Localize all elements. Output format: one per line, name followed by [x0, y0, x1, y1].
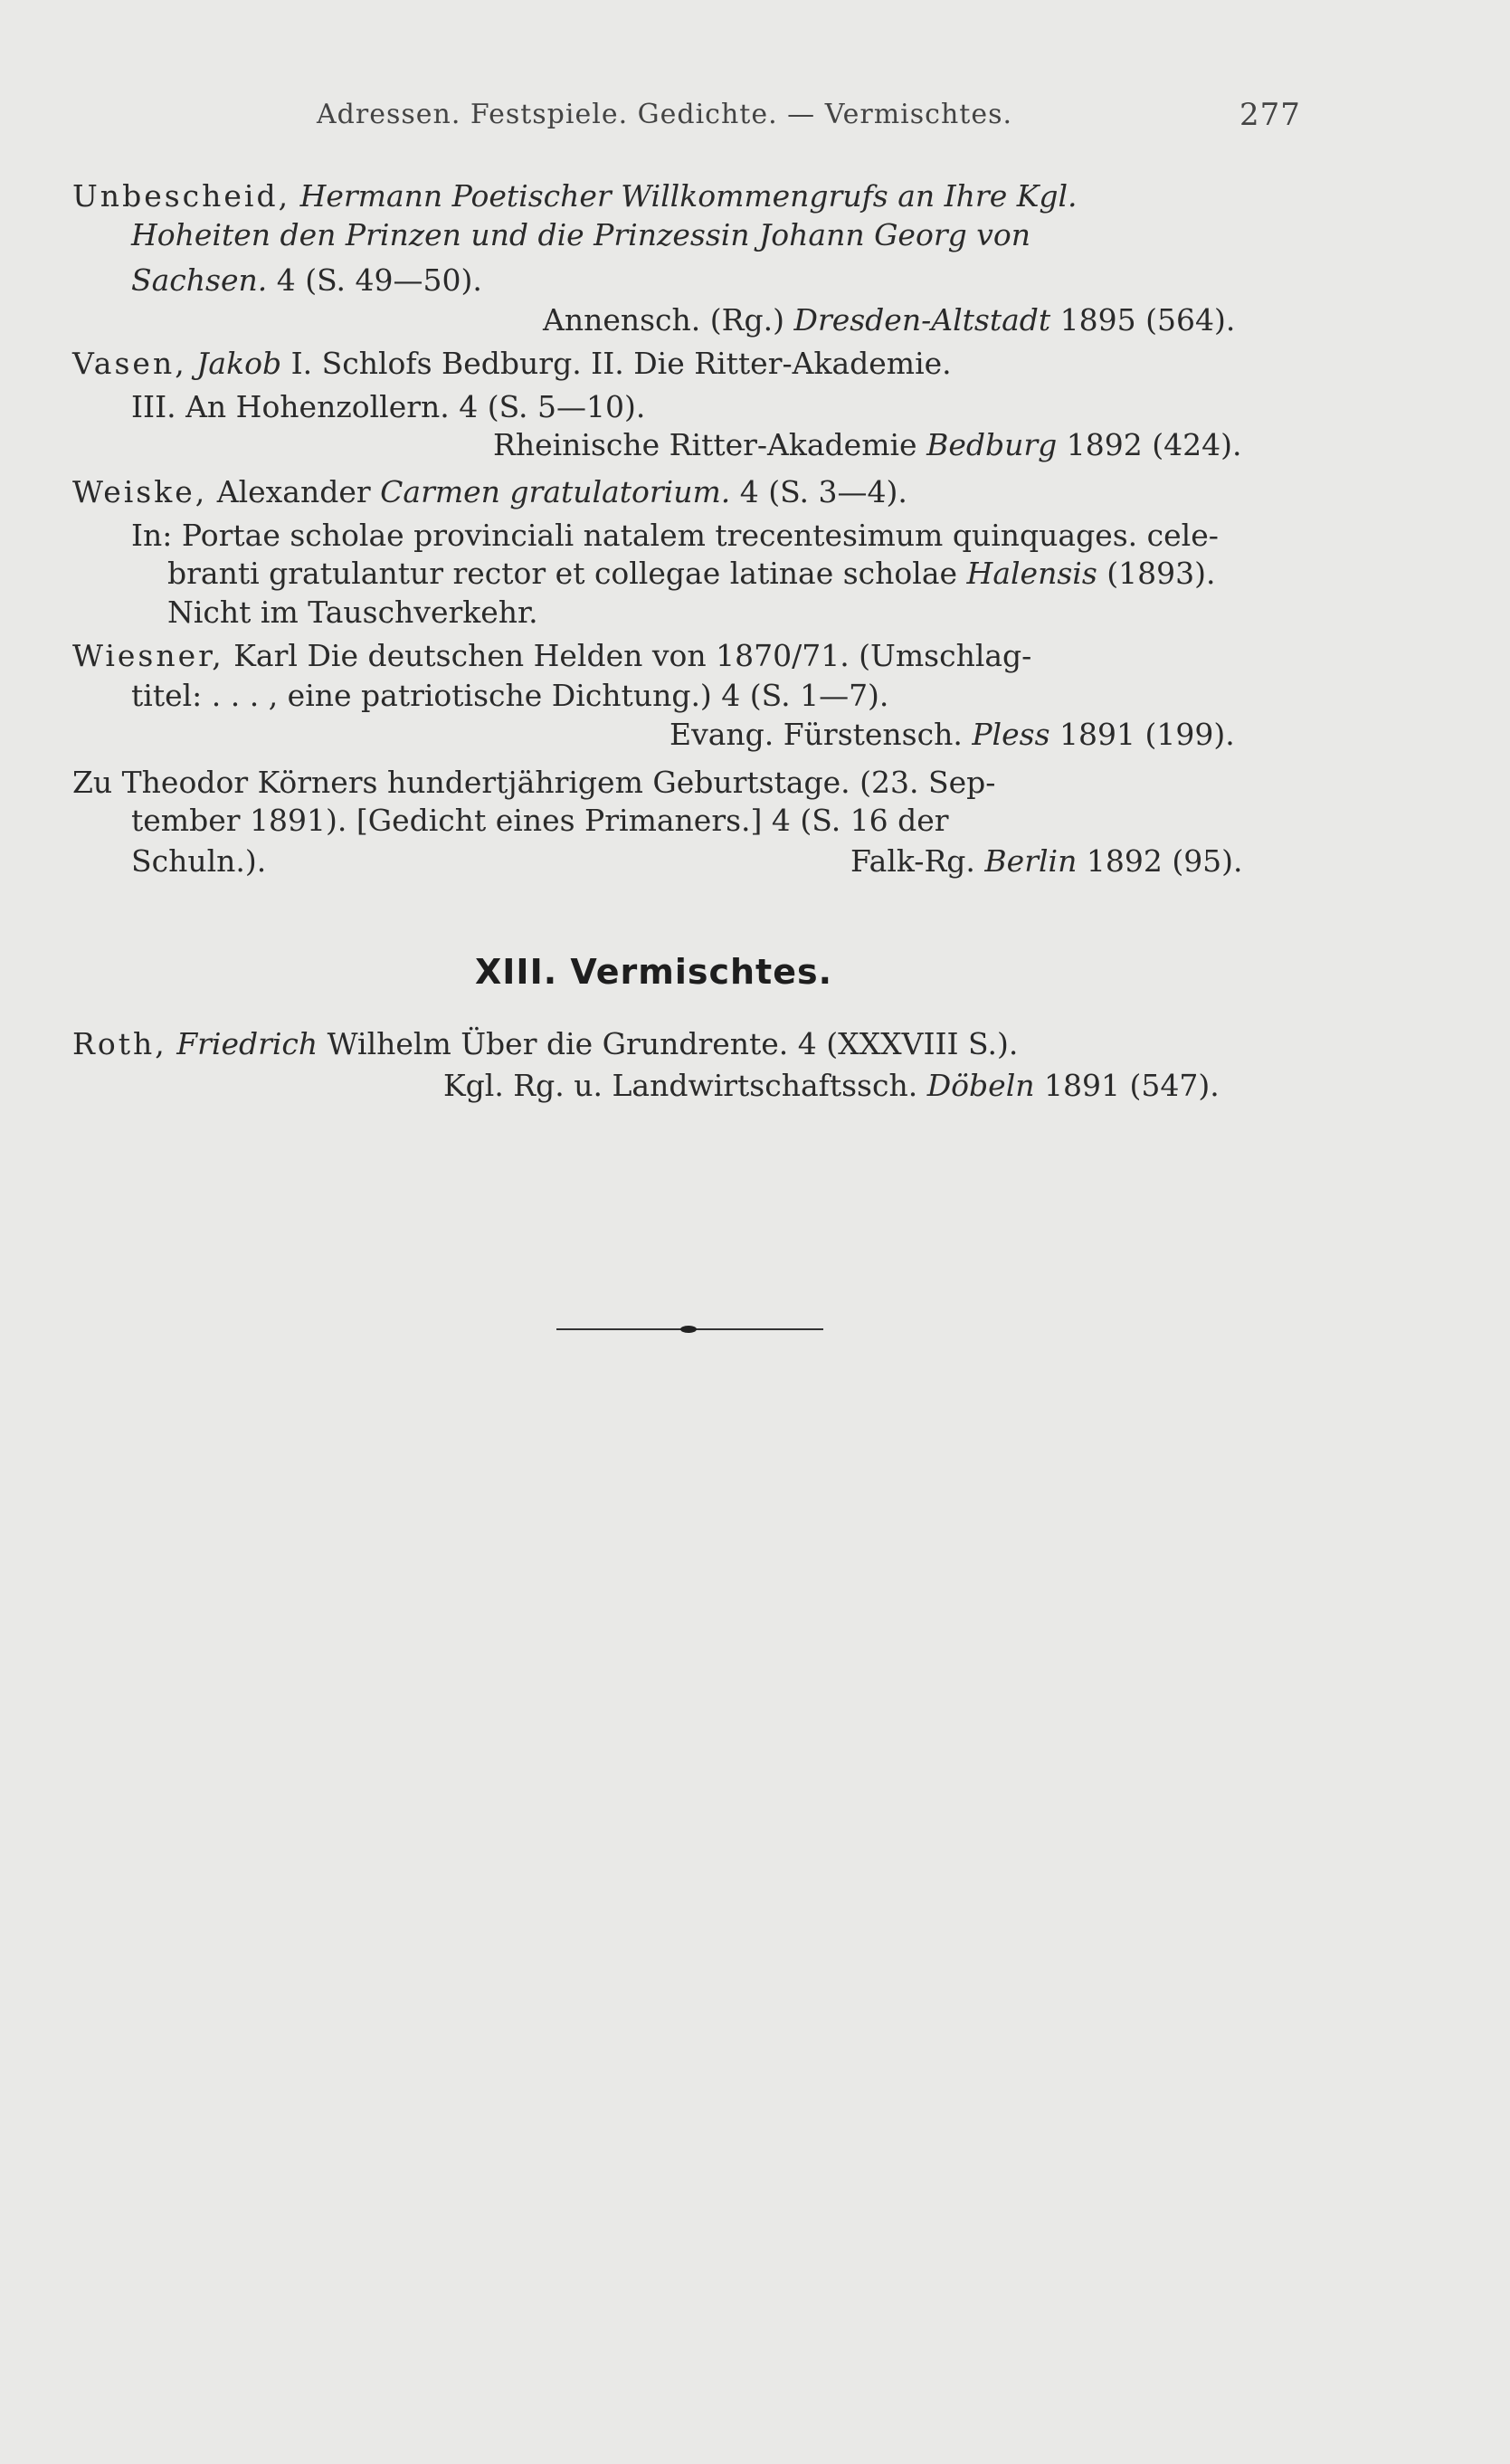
- entry-weiske-note1: [131, 518, 1219, 553]
- entry-vasen-school: [493, 427, 1242, 462]
- page-number: 277: [1239, 97, 1301, 133]
- school: Annensch. (Rg.): [543, 302, 784, 338]
- note: Nicht im Tauschverkehr.: [167, 595, 538, 630]
- place: Bedburg: [926, 427, 1058, 462]
- title: titel: . . . , eine patriotische Dichtung.) 4 (S. 1—7).: [131, 678, 889, 713]
- author-given: Hermann: [299, 178, 443, 214]
- author-surname: Unbescheid,: [72, 178, 291, 214]
- entry-koerner-line3: [131, 843, 267, 879]
- note-place: Halensis: [966, 556, 1097, 591]
- entry-weiske-note3: [167, 595, 538, 630]
- entry-weiske-note2: [167, 556, 1216, 591]
- entry-unbescheid-school: [543, 302, 1236, 338]
- title: Zu Theodor Körners hundertjährigem Geburtstage. (23. Sep-: [72, 765, 996, 800]
- note: In: Portae scholae provinciali natalem trecentesimum quinquages. cele-: [131, 518, 1219, 553]
- place: Berlin: [984, 843, 1078, 879]
- entry-vasen-line1: [72, 346, 952, 381]
- title: Schuln.).: [131, 843, 267, 879]
- title: Über die Grundrente. 4 (XXXVIII S.).: [461, 1026, 1019, 1061]
- entry-koerner-line1: [72, 765, 996, 800]
- entry-roth-line1: [72, 1026, 1019, 1061]
- note-year: (1893).: [1106, 556, 1216, 591]
- note: branti gratulantur rector et collegae latinae scholae: [167, 556, 958, 591]
- entry-wiesner-line1: [72, 638, 1032, 673]
- section-heading: XIII. Vermischtes.: [475, 952, 833, 992]
- entry-unbescheid-line1: [72, 178, 1078, 214]
- place: Dresden-Altstadt: [793, 302, 1051, 338]
- place: Pless: [972, 717, 1050, 752]
- title: I. Schlofs Bedburg. II. Die Ritter-Akademie.: [290, 346, 952, 381]
- year-number: 1895 (564).: [1059, 302, 1236, 338]
- place: Döbeln: [926, 1068, 1035, 1103]
- entry-roth-school: [443, 1068, 1220, 1103]
- entry-weiske-line1: [72, 474, 907, 509]
- author-given: Karl: [233, 638, 298, 673]
- title: Die deutschen Helden von 1870/71. (Umschlag-: [307, 638, 1032, 673]
- entry-unbescheid-line2: [131, 217, 1030, 252]
- author-surname: Wiesner,: [72, 638, 224, 673]
- title: Poetischer Willkommengrufs an Ihre Kgl.: [451, 178, 1078, 214]
- author-given: Jakob: [196, 346, 282, 381]
- author-surname: Roth,: [72, 1026, 167, 1061]
- pages: 4 (S. 3—4).: [739, 474, 907, 509]
- author-surname: Vasen,: [72, 346, 187, 381]
- year-number: 1891 (199).: [1059, 717, 1235, 752]
- author-given: Alexander: [216, 474, 371, 509]
- author-surname: Weiske,: [72, 474, 208, 509]
- school: Falk-Rg.: [850, 843, 975, 879]
- entry-koerner-school: [850, 843, 1243, 879]
- entry-koerner-line2: [131, 803, 949, 838]
- school: Rheinische Ritter-Akademie: [493, 427, 917, 462]
- school: Kgl. Rg. u. Landwirtschaftssch.: [443, 1068, 918, 1103]
- title: Carmen gratulatorium.: [380, 474, 731, 509]
- year-number: 1891 (547).: [1044, 1068, 1220, 1103]
- year-number: 1892 (95).: [1086, 843, 1243, 879]
- title: Sachsen.: [131, 262, 268, 298]
- entry-wiesner-school: [670, 717, 1235, 752]
- entry-wiesner-line2: [131, 678, 889, 713]
- pages: 4 (S. 49—50).: [276, 262, 482, 298]
- entry-unbescheid-line3: [131, 262, 482, 298]
- running-title: Adressen. Festspiele. Gedichte. — Vermischtes.: [317, 99, 1013, 130]
- title: tember 1891). [Gedicht eines Primaners.] 4 (S. 16 der: [131, 803, 949, 838]
- school: Evang. Fürstensch.: [670, 717, 963, 752]
- title: Hoheiten den Prinzen und die Prinzessin Johann Georg von: [131, 217, 1030, 252]
- entry-vasen-line2: [131, 389, 646, 424]
- title: III. An Hohenzollern. 4 (S. 5—10).: [131, 389, 646, 424]
- author-given: Friedrich: [176, 1026, 318, 1061]
- year-number: 1892 (424).: [1066, 427, 1242, 462]
- author-given: Wilhelm: [327, 1026, 451, 1061]
- ornament-dot-icon: [680, 1326, 697, 1333]
